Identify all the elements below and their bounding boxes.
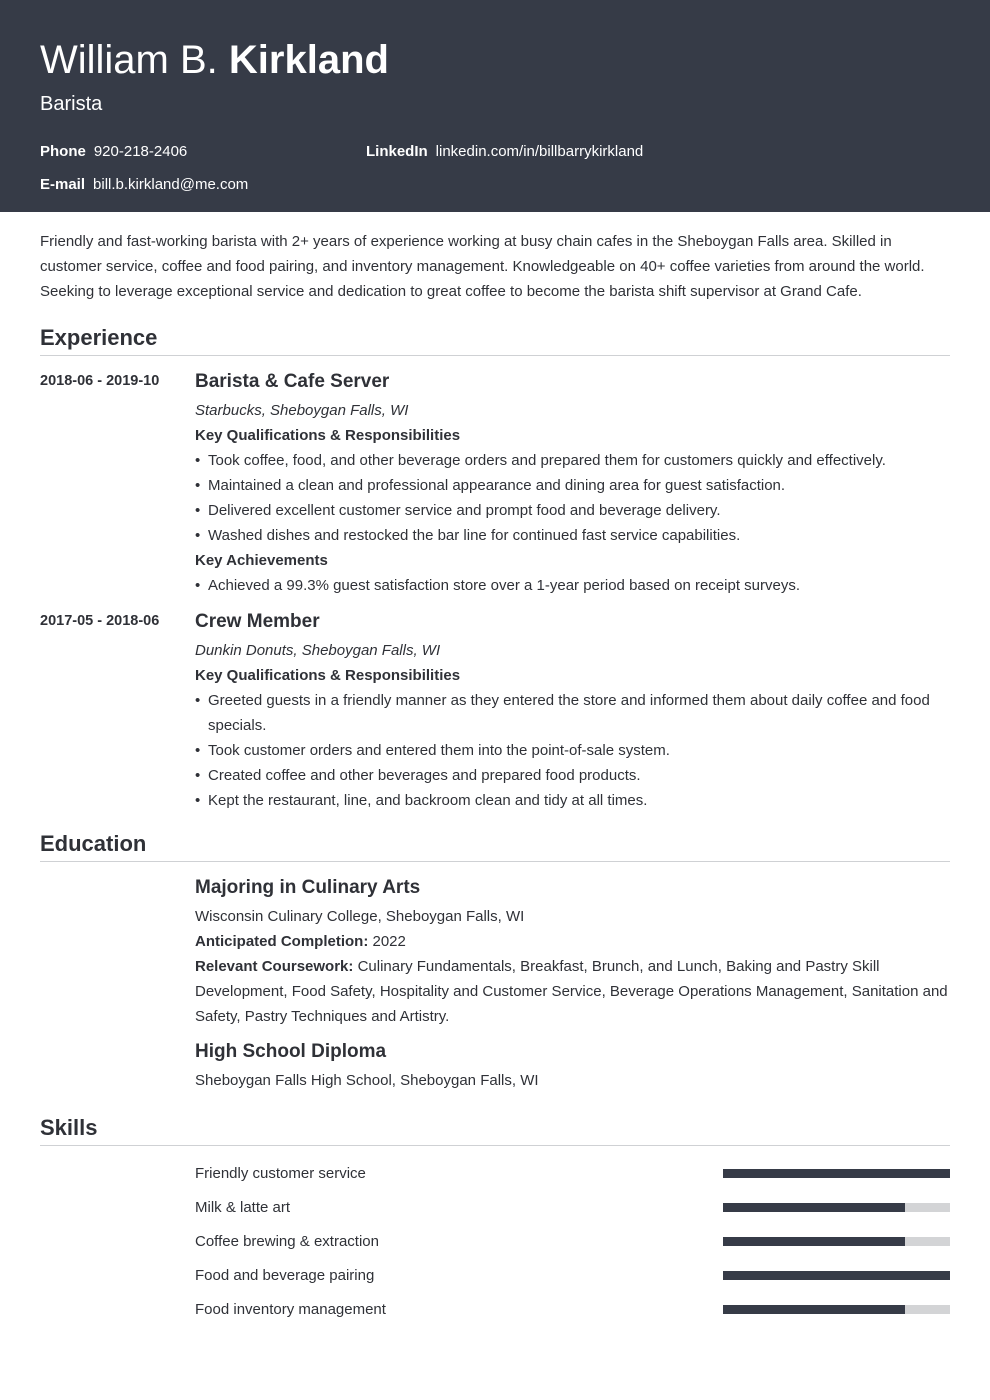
contact-linkedin	[366, 143, 643, 161]
education-entry	[40, 875, 950, 1029]
candidate-name	[40, 38, 389, 82]
job-details	[195, 369, 950, 598]
skill-level-fill	[723, 1169, 950, 1178]
degree-title: High School Diploma	[195, 1041, 387, 1062]
job-entry	[40, 609, 950, 813]
skills-list	[40, 1156, 950, 1326]
responsibilities-list	[195, 688, 950, 813]
skill-level-bar	[723, 1305, 950, 1314]
contact-email	[40, 176, 248, 194]
skill-name: Friendly customer service	[195, 1164, 366, 1182]
skill-row	[195, 1156, 950, 1190]
completion-line	[195, 929, 950, 954]
list-item: • Maintained a clean and professional appearance and dining area for guest satisfaction.	[195, 473, 950, 498]
section-title-education: Education	[40, 831, 950, 862]
skill-name: Food inventory management	[195, 1300, 386, 1318]
education-entry	[40, 1039, 950, 1093]
school-name: Wisconsin Culinary College, Sheboygan Falls, WI	[195, 908, 525, 925]
section-title-skills: Skills	[40, 1115, 950, 1146]
contact-label: LinkedIn	[366, 143, 428, 160]
skill-level-fill	[723, 1237, 905, 1246]
job-dates: 2018-06 - 2019-10	[40, 373, 160, 389]
school-name: Sheboygan Falls High School, Sheboygan Falls, WI	[195, 1072, 539, 1089]
list-item: • Achieved a 99.3% guest satisfaction store over a 1-year period based on receipt surveys.	[195, 573, 950, 598]
completion-label: Anticipated Completion:	[195, 933, 369, 950]
contact-value: bill.b.kirkland@me.com	[93, 176, 249, 193]
job-dates: 2017-05 - 2018-06	[40, 613, 160, 629]
contact-phone	[40, 143, 187, 161]
skill-level-bar	[723, 1169, 950, 1178]
list-item: • Greeted guests in a friendly manner as they entered the store and informed them about daily coffee and food specials.	[195, 688, 950, 738]
achievements-heading: Key Achievements	[195, 552, 328, 569]
list-item: • Delivered excellent customer service and prompt food and beverage delivery.	[195, 498, 950, 523]
contact-value: 920-218-2406	[93, 143, 188, 160]
list-item: • Kept the restaurant, line, and backroom clean and tidy at all times.	[195, 788, 950, 813]
skill-level-bar	[723, 1203, 950, 1212]
skill-name: Food and beverage pairing	[195, 1266, 375, 1284]
list-item: • Took customer orders and entered them into the point-of-sale system.	[195, 738, 950, 763]
responsibilities-heading: Key Qualifications & Responsibilities	[195, 667, 461, 684]
responsibilities-heading: Key Qualifications & Responsibilities	[195, 427, 461, 444]
skill-row	[195, 1292, 950, 1326]
skill-level-fill	[723, 1203, 905, 1212]
skill-row	[195, 1190, 950, 1224]
skill-name: Coffee brewing & extraction	[195, 1232, 379, 1250]
job-role: Crew Member	[195, 611, 320, 632]
achievements-list	[195, 573, 950, 598]
degree-title: Majoring in Culinary Arts	[195, 877, 421, 898]
first-name: William B.	[40, 38, 218, 82]
education-dates	[40, 875, 195, 1029]
completion-value: 2022	[372, 933, 406, 950]
job-title: Barista	[40, 93, 103, 115]
last-name: Kirkland	[228, 38, 389, 82]
job-company: Dunkin Donuts, Sheboygan Falls, WI	[195, 642, 441, 659]
resume-body	[0, 229, 990, 1326]
section-title-experience: Experience	[40, 325, 950, 356]
skill-level-bar	[723, 1237, 950, 1246]
job-details	[195, 609, 950, 813]
resume-header	[0, 0, 990, 212]
skill-row	[195, 1258, 950, 1292]
job-entry	[40, 369, 950, 598]
contact-label: Phone	[40, 143, 86, 160]
education-dates	[40, 1039, 195, 1093]
job-company: Starbucks, Sheboygan Falls, WI	[195, 402, 409, 419]
coursework-value: Culinary Fundamentals, Breakfast, Brunch, and Lunch, Baking and Pastry Skill Development, Food Safety, Hospitality and Customer Service, Beverage Operations Management, Sanitation and Safety, Pastry Techniques and Artistry.	[195, 958, 948, 1025]
job-role: Barista & Cafe Server	[195, 371, 390, 392]
skill-name: Milk & latte art	[195, 1198, 291, 1216]
list-item: • Took coffee, food, and other beverage orders and prepared them for customers quickly and effectively.	[195, 448, 950, 473]
responsibilities-list	[195, 448, 950, 548]
list-item: • Washed dishes and restocked the bar line for continued fast service capabilities.	[195, 523, 950, 548]
skill-level-bar	[723, 1271, 950, 1280]
education-details	[195, 875, 950, 1029]
education-details	[195, 1039, 950, 1093]
coursework-label: Relevant Coursework:	[195, 958, 354, 975]
contact-label: E-mail	[40, 176, 86, 193]
skill-level-fill	[723, 1305, 905, 1314]
skill-row	[195, 1224, 950, 1258]
summary: Friendly and fast-working barista with 2+ years of experience working at busy chain cafes in the Sheboygan Falls area. Skilled in customer service, coffee and food pairing, and inventory management. Knowledgeable on 40+ coffee varieties from around the world. Seeking to leverage exceptional service and dedication to great coffee to become the barista shift supervisor at Grand Cafe.	[40, 233, 925, 300]
skill-level-fill	[723, 1271, 950, 1280]
contact-value: linkedin.com/in/billbarrykirkland	[435, 143, 644, 160]
list-item: • Created coffee and other beverages and prepared food products.	[195, 763, 950, 788]
coursework-line	[195, 954, 950, 1029]
